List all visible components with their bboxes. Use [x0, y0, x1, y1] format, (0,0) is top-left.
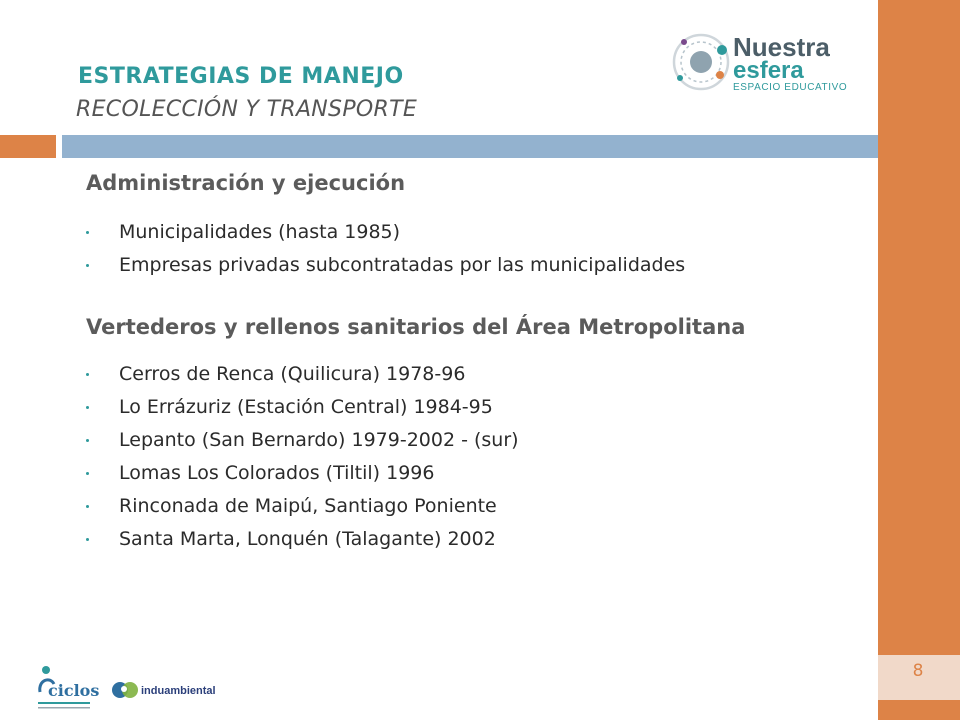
bullet-icon	[86, 406, 89, 409]
slide-subtitle: RECOLECCIÓN Y TRANSPORTE	[76, 97, 418, 122]
left-accent-block	[0, 135, 56, 158]
bullet-icon	[86, 373, 89, 376]
right-accent-bar	[878, 0, 960, 720]
page-number: 8	[912, 661, 924, 681]
slide-content	[86, 170, 866, 556]
footer-logos	[34, 662, 234, 718]
bullet-icon	[86, 472, 89, 475]
list-item: Municipalidades (hasta 1985)	[86, 216, 866, 249]
section-heading-administration: Administración y ejecución	[86, 171, 406, 195]
list-item: Empresas privadas subcontratadas por las municipalidades	[86, 249, 866, 282]
induambiental-logo	[112, 682, 216, 698]
logo-tagline: ESPACIO EDUCATIVO	[733, 82, 848, 93]
globe-icon	[674, 35, 728, 89]
logo-esfera-text: esfera	[733, 57, 804, 84]
list-item: Cerros de Renca (Quilicura) 1978-96	[86, 358, 866, 391]
list-item: Rinconada de Maipú, Santiago Poniente	[86, 490, 866, 523]
header-rule	[62, 135, 878, 158]
list-item: Lepanto (San Bernardo) 1979-2002 - (sur)	[86, 424, 866, 457]
section-heading-landfills: Vertederos y rellenos sanitarios del Área Metropolitana	[86, 315, 746, 339]
bullet-icon	[86, 505, 89, 508]
list-item: Lo Errázuriz (Estación Central) 1984-95	[86, 391, 866, 424]
list-item: Lomas Los Colorados (Tiltil) 1996	[86, 457, 866, 490]
administration-list	[86, 216, 866, 282]
nuestra-esfera-logo	[668, 30, 858, 110]
slide-title: ESTRATEGIAS DE MANEJO	[78, 64, 404, 89]
logo-nuestra-text: Nuestra	[733, 32, 830, 62]
induambiental-logo-text: induambiental	[141, 685, 216, 697]
bullet-icon	[86, 231, 89, 234]
ciclos-logo	[38, 666, 99, 709]
landfills-list	[86, 358, 866, 556]
bullet-icon	[86, 264, 89, 267]
ciclos-logo-text: ciclos	[48, 681, 100, 700]
bullet-icon	[86, 538, 89, 541]
bullet-icon	[86, 439, 89, 442]
list-item: Santa Marta, Lonquén (Talagante) 2002	[86, 523, 866, 556]
